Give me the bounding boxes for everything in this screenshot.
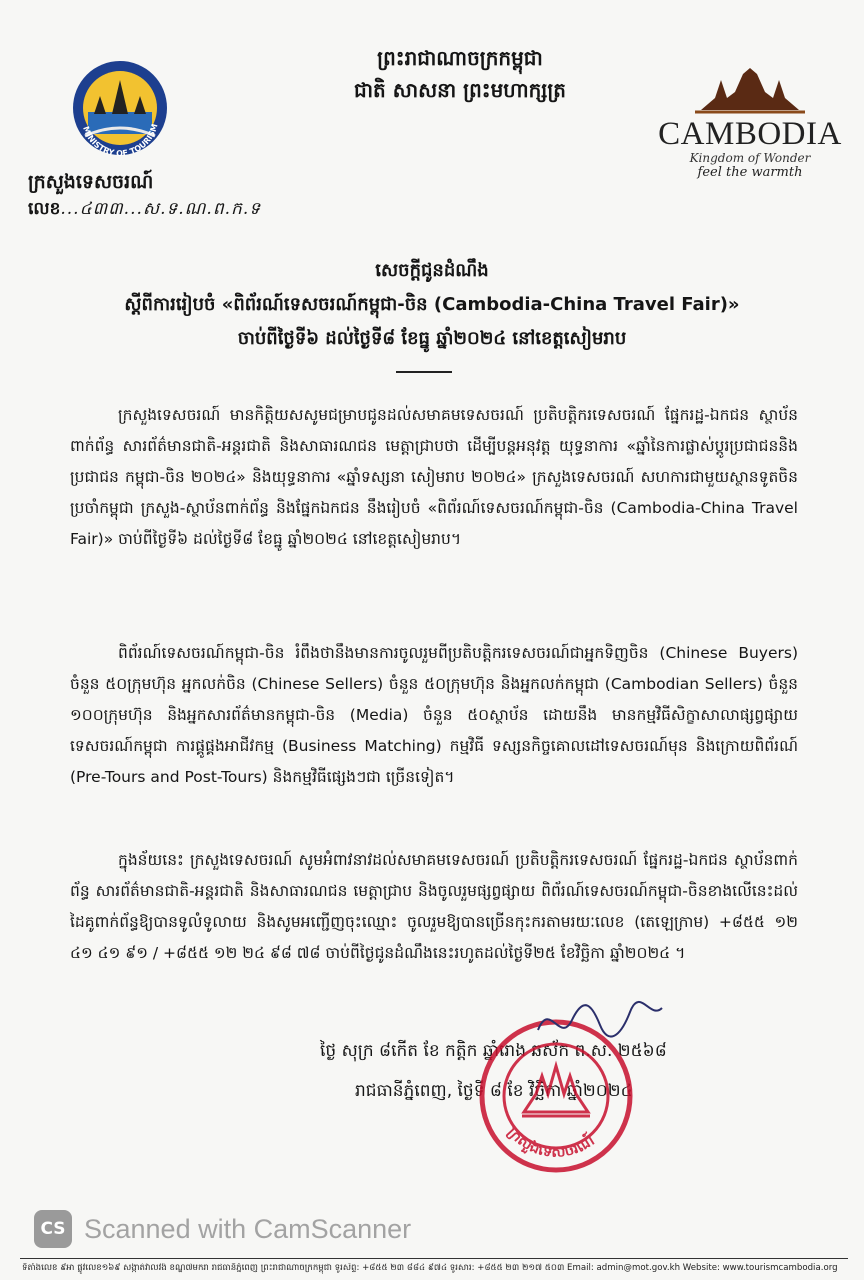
- footer-contact: ទីតាំងលេខ ៩អា ផ្លូវលេខ១៦៩ សង្កាត់វាលវង់ ខណ្ឌ៧មករា រាជធានីភ្នំពេញ ព្រះរាជាណាចក្រកម្ពុជា ទូរស័ព្ទ: +៨៥៥ ២៣ ៨៨៤ ៩៧៤ ទូរសារ: +៨៥៥ ២៣ ២១៧ ៥០៣ Email: admin@mot.gov.kh Website: www.tourismcambodia.org: [22, 1263, 838, 1273]
- notice-title: សេចក្ដីជូនដំណឹង: [375, 260, 489, 281]
- footer-divider: [20, 1258, 848, 1259]
- camscanner-logo-icon: CS: [34, 1210, 72, 1248]
- reference-label: លេខ: [28, 199, 61, 219]
- ministry-of-tourism-logo: [70, 58, 170, 158]
- reference-number: [28, 198, 261, 223]
- body-paragraph-3: [70, 845, 798, 969]
- nation-religion-king: ជាតិ សាសនា ព្រះមហាក្សត្រ: [354, 78, 566, 102]
- camscanner-text: Scanned with CamScanner: [84, 1213, 412, 1244]
- paragraph-3-text: ក្នុងន័យនេះ ក្រសួងទេសចរណ៍ សូមអំពាវនាវដល់សមាគមទេសចរណ៍ ប្រតិបត្តិករទេសចរណ៍ ផ្នែករដ្ឋ-ឯកជន ស្ថាប័នពាក់ព័ន្ធ សារព័ត៌មានជាតិ-អន្តរជាតិ និងសាធារណជន មេត្តាជ្រាប និងចូលរួមផ្សព្វផ្សាយ ពិព័រណ៍ទេសចរណ៍កម្ពុជា-ចិនខាងលើនេះដល់ដៃគូពាក់ព័ន្ធឱ្យបានទូលំទូលាយ និងសូមអញ្ជើញចុះឈ្មោះ ចូលរួមឱ្យបានច្រើនកុះករតាមរយៈលេខ (តេឡេក្រាម) +៨៥៥ ១២ ៤១ ៤១ ៩១ / +៨៥៥ ១២ ២៤ ៩៨ ៧៨ ចាប់ពីថ្ងៃជូនដំណឹងនេះរហូតដល់ថ្ងៃទី២៥ ខែវិច្ឆិកា ឆ្នាំ២០២៤ ។: [70, 851, 798, 962]
- lunar-date: ថ្ងៃ សុក្រ ៨កើត ខែ កត្តិក ឆ្នាំរោង ឆស័ក ព.ស. ២៥៦៨: [320, 1041, 667, 1061]
- angkor-wat-icon: [695, 68, 805, 114]
- place-and-date: រាជធានីភ្នំពេញ, ថ្ងៃទី ៨ ខែ វិច្ឆិកា ឆ្នាំ២០២៤: [355, 1081, 633, 1101]
- body-paragraph-2: [70, 638, 798, 793]
- notice-headings: [40, 254, 824, 356]
- brand-name: CAMBODIA: [658, 116, 842, 152]
- seal-text: ក្រសួងទេសចរណ៍: [504, 1122, 598, 1161]
- body-paragraph-1: [70, 400, 798, 555]
- camscanner-watermark: [34, 1210, 411, 1248]
- handwritten-signature: [530, 990, 670, 1050]
- heading-divider: [396, 371, 452, 373]
- kingdom-motto: [250, 42, 670, 106]
- brand-tagline: feel the warmth: [697, 165, 803, 180]
- paragraph-1-text: ក្រសួងទេសចរណ៍ មានកិត្តិយសសូមជម្រាបជូនដល់សមាគមទេសចរណ៍ ប្រតិបត្តិករទេសចរណ៍ ផ្នែករដ្ឋ-ឯកជន ស្ថាប័នពាក់ព័ន្ធ សារព័ត៌មានជាតិ-អន្តរជាតិ និងសាធារណជន មេត្តាជ្រាបថា ដើម្បីបន្តអនុវត្ត យុទ្ធនាការ «ឆ្នាំនៃការផ្លាស់ប្ដូរប្រជាជននិងប្រជាជន កម្ពុជា-ចិន ២០២៤» និងយុទ្ធនាការ «ឆ្នាំទស្សនា សៀមរាប ២០២៤» ក្រសួងទេសចរណ៍ សហការជាមួយស្ថានទូតចិនប្រចាំកម្ពុជា ក្រសួង-ស្ថាប័នពាក់ព័ន្ធ និងផ្នែកឯកជន នឹងរៀបចំ «ពិព័រណ៍ទេសចរណ៍កម្ពុជា-ចិន (Cambodia-China Travel Fair)» ចាប់ពីថ្ងៃទី៦ ដល់ថ្ងៃទី៨ ខែធ្នូ ឆ្នាំ២០២៤ នៅខេត្តសៀមរាប។: [70, 406, 798, 548]
- reference-value: ...៤៣៣...ស.ទ.ណ.ព.ក.ទ: [60, 199, 262, 219]
- brand-subtitle: Kingdom of Wonder: [689, 151, 811, 165]
- cambodia-brand-logo: [650, 68, 850, 180]
- svg-text:ក្រសួងទេសចរណ៍: [504, 1123, 597, 1161]
- notice-subject: ស្ដីពីការរៀបចំ «ពិព័រណ៍ទេសចរណ៍កម្ពុជា-ចិន (Cambodia-China Travel Fair)»: [124, 294, 740, 315]
- notice-date-range: ចាប់ពីថ្ងៃទី៦ ដល់ថ្ងៃទី៨ ខែធ្នូ ឆ្នាំ២០២៤ នៅខេត្តសៀមរាប: [237, 328, 627, 349]
- logo-ring-text: MINISTRY OF TOURISM: [81, 122, 160, 158]
- paragraph-2-text: ពិព័រណ៍ទេសចរណ៍កម្ពុជា-ចិន រំពឹងថានឹងមានការចូលរួមពីប្រតិបត្តិករទេសចរណ៍ជាអ្នកទិញចិន (Chinese Buyers) ចំនួន ៥០ក្រុមហ៊ុន អ្នកលក់ចិន (Chinese Sellers) ចំនួន ៥០ក្រុមហ៊ុន និងអ្នកលក់កម្ពុជា (Cambodian Sellers) ចំនួន ១០០ក្រុមហ៊ុន និងអ្នកសារព័ត៌មានកម្ពុជា-ចិន (Media) ចំនួន ៥០ស្ថាប័ន ដោយនឹង មានកម្មវិធីសិក្ខាសាលាផ្សព្វផ្សាយទេសចរណ៍កម្ពុជា ការផ្គូផ្គងអាជីវកម្ម (Business Matching) កម្មវិធី ទស្សនកិច្ចគោលដៅទេសចរណ៍មុន និងក្រោយពិព័រណ៍ (Pre-Tours and Post-Tours) និងកម្មវិធីផ្សេងៗជា ច្រើនទៀត។: [70, 644, 798, 786]
- kingdom-title: ព្រះរាជាណាចក្រកម្ពុជា: [377, 46, 543, 70]
- ministry-name: ក្រសួងទេសចរណ៍: [28, 171, 154, 193]
